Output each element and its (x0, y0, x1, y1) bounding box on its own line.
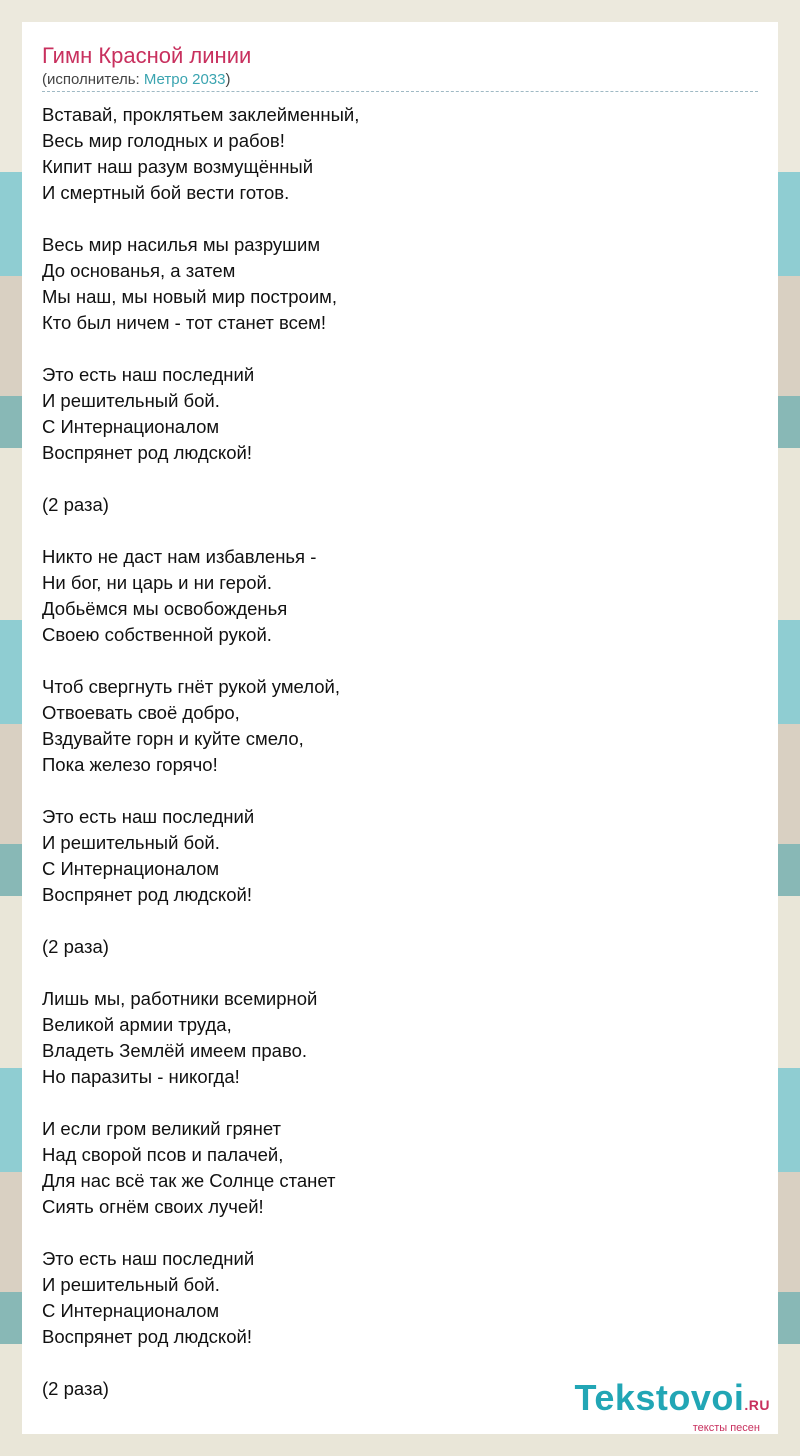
lyrics-line: Мы наш, мы новый мир построим, (42, 286, 338, 307)
lyrics-stanza (42, 362, 758, 466)
lyrics-line: Кто был ничем - тот станет всем! (42, 312, 327, 333)
lyrics-line: Сиять огнём своих лучей! (42, 1196, 264, 1217)
lyrics-line: Это есть наш последний (42, 806, 255, 827)
lyrics-line: И решительный бой. (42, 390, 220, 411)
lyrics-line: Никто не даст нам избавленья - (42, 546, 317, 567)
lyrics-line: (2 раза) (42, 494, 109, 515)
lyrics-line: Владеть Землёй имеем право. (42, 1040, 308, 1061)
lyrics-stanza (42, 232, 758, 336)
logo-tagline: тексты песен (692, 1422, 760, 1434)
lyrics-line: До основанья, а затем (42, 260, 236, 281)
lyrics-line: И смертный бой вести готов. (42, 182, 290, 203)
lyrics-line: (2 раза) (42, 1378, 109, 1399)
lyrics-line: И решительный бой. (42, 832, 220, 853)
lyrics-stanza (42, 492, 758, 518)
lyrics-text (42, 102, 758, 1402)
lyrics-stanza (42, 934, 758, 960)
lyrics-line: С Интернационалом (42, 1300, 220, 1321)
lyrics-line: С Интернационалом (42, 858, 220, 879)
lyrics-line: Кипит наш разум возмущённый (42, 156, 314, 177)
lyrics-line: Это есть наш последний (42, 364, 255, 385)
lyrics-stanza (42, 1246, 758, 1350)
lyrics-line: Весь мир насилья мы разрушим (42, 234, 321, 255)
lyrics-line: С Интернационалом (42, 416, 220, 437)
lyrics-card (22, 22, 778, 1434)
lyrics-line: Отвоевать своё добро, (42, 702, 240, 723)
lyrics-stanza (42, 102, 758, 206)
lyrics-line: Лишь мы, работники всемирной (42, 988, 318, 1009)
performer-suffix: ) (225, 71, 231, 88)
lyrics-line: Это есть наш последний (42, 1248, 255, 1269)
lyrics-line: Воспрянет род людской! (42, 442, 252, 463)
lyrics-line: Воспрянет род людской! (42, 884, 252, 905)
lyrics-stanza (42, 986, 758, 1090)
lyrics-line: Весь мир голодных и рабов! (42, 130, 285, 151)
lyrics-line: Над сворой псов и палачей, (42, 1144, 284, 1165)
lyrics-line: Для нас всё так же Солнце станет (42, 1170, 336, 1191)
site-logo[interactable] (574, 1377, 771, 1434)
song-title: Гимн Красной линии (42, 43, 252, 68)
lyrics-line: Пока железо горячо! (42, 754, 218, 775)
lyrics-line: Своею собственной рукой. (42, 624, 272, 645)
lyrics-line: Чтоб свергнуть гнёт рукой умелой, (42, 676, 340, 697)
performer-link[interactable]: Метро 2033 (143, 71, 226, 88)
lyrics-line: Но паразиты - никогда! (42, 1066, 240, 1087)
lyrics-line: Добьёмся мы освобожденья (42, 598, 288, 619)
performer-prefix: (исполнитель: (42, 71, 144, 88)
lyrics-stanza (42, 674, 758, 778)
performer-line (42, 70, 758, 92)
lyrics-line: Вздувайте горн и куйте смело, (42, 728, 304, 749)
lyrics-line: И если гром великий грянет (42, 1118, 281, 1139)
lyrics-line: Воспрянет род людской! (42, 1326, 252, 1347)
lyrics-stanza (42, 804, 758, 908)
lyrics-line: Ни бог, ни царь и ни герой. (42, 572, 272, 593)
lyrics-stanza (42, 544, 758, 648)
lyrics-line: (2 раза) (42, 936, 109, 957)
logo-domain: .RU (744, 1397, 770, 1413)
lyrics-line: Великой армии труда, (42, 1014, 232, 1035)
lyrics-stanza (42, 1116, 758, 1220)
lyrics-line: И решительный бой. (42, 1274, 220, 1295)
lyrics-line: Вставай, проклятьем заклейменный, (42, 104, 360, 125)
logo-text: Tekstovoi (574, 1377, 745, 1418)
